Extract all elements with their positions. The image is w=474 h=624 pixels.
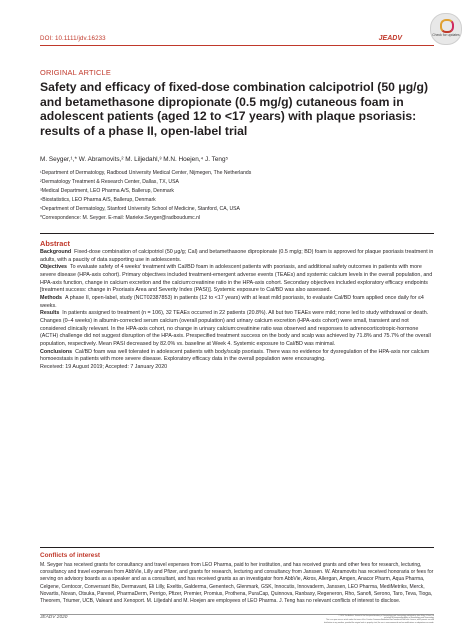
header-rule: [40, 45, 434, 46]
footer-license-line-2: distribution in any medium, provided the original work is properly cited, the use is non-commercial and no modifications or adaptations are made.: [114, 622, 434, 624]
footer-license-line-1[interactable]: This is an open access article under the terms of the Creative Commons Attribution-NonCommercial-NoDerivs License, which permits use and: [114, 619, 434, 621]
check-for-updates-badge-icon[interactable]: [430, 13, 462, 45]
affiliation-4: ⁴Biostatistics, LEO Pharma A/S, Ballerup, Denmark: [40, 196, 440, 205]
background-label: Background: [40, 249, 71, 255]
abstract-top-rule: [40, 233, 434, 234]
correspondence[interactable]: *Correspondence: M. Seyger. E-mail: Marieke.Seyger@radboudumc.nl: [40, 214, 440, 223]
footer-journal: JEADV 2020: [40, 615, 67, 620]
doi-link[interactable]: DOI: 10.1111/jdv.16233: [40, 35, 106, 42]
results-label: Results: [40, 310, 59, 316]
authors-text: M. Seyger,¹,* W. Abramovits,² M. Liljedahl,³ M.N. Hoejen,⁴ J. Teng⁵: [40, 156, 228, 163]
abstract-objectives: [40, 264, 434, 295]
abstract-bottom-rule: [40, 547, 434, 548]
affiliation-5: ⁵Department of Dermatology, Stanford University School of Medicine, Stanford, CA, USA: [40, 205, 440, 214]
objectives-text: To evaluate safety of 4 weeks' treatment with Cal/BD foam in adolescent patients with psoriasis, and additional safety outcomes in patients with more severe disease (HPA-axis cohort). Primary objectives included treatment-emergent adverse events (TEAEs) and systemic calcium levels in the overall population, and HPA-axis function, change in calcium excretion and the calcium:creatinine ratio in the HPA-axis cohort. Secondary objectives included exploratory efficacy endpoints [treatment success: change in Psoriasis Area and Severity Index (PASI)]. Systemic exposure to Cal/BD was also assessed.: [40, 264, 432, 293]
abstract-results: [40, 310, 434, 348]
footer-copyright: © 2020 The Authors. Journal of the European Academy of Dermatology and Venereology published by John Wiley & Sons Ltd: [114, 615, 434, 617]
abstract-background: [40, 249, 434, 264]
check-updates-label: Check for updates: [431, 34, 461, 38]
affiliation-2: ²Dermatology Treatment & Research Center, Dallas, TX, USA: [40, 178, 440, 187]
results-text: In patients assigned to treatment (n = 106), 32 TEAEs occurred in 22 patients (20.8%). All but two TEAEs were mild; none led to study withdrawal or death. Changes (0–4 weeks) in albumin-corrected serum calcium (overall population) and urinary calcium excretion (HPA-axis cohort) were small, transient and not considered clinically relevant. In the HPA-axis cohort, no change in urinary calcium:creatinine ratio was observed and responses to adrenocorticotropic-hormone (ACTH) challenge did not suggest disruption of the HPA-axis. Prespecified treatment success on the body and scalp was achieved by 71.8% and 75.7% of the overall population, respectively. Mean PASI decreased by 82.0% vs. baseline at Week 4. Systemic exposure to Cal/BD was minimal.: [40, 310, 431, 347]
background-text: Fixed-dose combination of calcipotriol (50 μg/g; Cal) and betamethasone dipropionate (0.5 mg/g; BD) foam is approved for plaque psoriasis treatment in adults, with a paucity of data supporting use in adolescents.: [40, 249, 433, 263]
conclusions-label: Conclusions: [40, 349, 72, 355]
received-dates: Received: 19 August 2019; Accepted: 7 January 2020: [40, 364, 434, 372]
abstract-body: [40, 249, 434, 372]
abstract-heading: Abstract: [40, 239, 70, 248]
conclusions-text: Cal/BD foam was well tolerated in adolescent patients with body/scalp psoriasis. There was no evidence for dysregulation of the HPA-axis nor calcium homoeostasis in patients with more severe disease. Exploratory efficacy data in the overall population were encouraging.: [40, 349, 429, 363]
article-type: ORIGINAL ARTICLE: [40, 68, 111, 77]
conflicts-heading: Conflicts of interest: [40, 552, 100, 559]
journal-tag: JEADV: [379, 35, 402, 42]
methods-text: A phase II, open-label, study (NCT02387853) in patients (12 to <17 years) with at least mild psoriasis, to evaluate Cal/BD foam applied once daily for ≤4 weeks.: [40, 295, 424, 309]
conflicts-text: M. Seyger has received grants for consultancy and travel expenses from LEO Pharma, paid to her institution, and has received grants and other fees for research, lecturing, consultancy and travel expenses from AbbVie, Lilly and Pfizer, and grants for research, lecturing and consultancy from Janssen. W. Abramovits has received honoraria or fees for serving on advisory boards as a speaker and as a consultant, and has received grants as an investigator from AbbVie, Akros, Allergan, Amgen, Anacor Pharm, Aqua Pharma, Celgene, Centocor, Conversant Bio, Dermavant, Eli Lilly, Exeltis, Galderma, Genentech, Glenmark, GSK, Innocutis, Innovaderm, Janssen, LEO Pharma, MediMetriks, Merck, Novartis, Novan, Otsuka, Parexel, PharmaDerm, Perrigo, Pfizer, Premier, Promius, Prothena, PuraCap, Quinnova, Ranbaxy, Regeneron, Rho, Sanofi, Serono, Taro, Teva, Tioga, Theorem, Triumer, UCB, Valeant and Xenoport. M. Liljedahl and M. Hoejen are employees of LEO Pharma. J. Teng has no relevant conflicts of interest to disclose.: [40, 562, 434, 605]
affiliation-3: ³Medical Department, LEO Pharma A/S, Ballerup, Denmark: [40, 187, 440, 196]
affiliation-1: ¹Department of Dermatology, Radboud University Medical Center, Nijmegen, The Netherlands: [40, 169, 440, 178]
check-updates-ring-icon: [440, 19, 454, 33]
abstract-methods: [40, 295, 434, 310]
methods-label: Methods: [40, 295, 62, 301]
footer-publisher: on behalf of European Academy of Dermatology and Venereology: [114, 617, 434, 619]
article-title: Safety and efficacy of fixed-dose combination calcipotriol (50 μg/g) and betamethasone dipropionate (0.5 mg/g) cutaneous foam in adolescent patients (aged 12 to <17 years) with plaque psoriasis: results of a phase II, open-label trial: [40, 80, 440, 138]
abstract-conclusions: [40, 349, 434, 364]
affiliations: [40, 169, 440, 222]
author-list: [40, 156, 440, 164]
objectives-label: Objectives: [40, 264, 67, 270]
